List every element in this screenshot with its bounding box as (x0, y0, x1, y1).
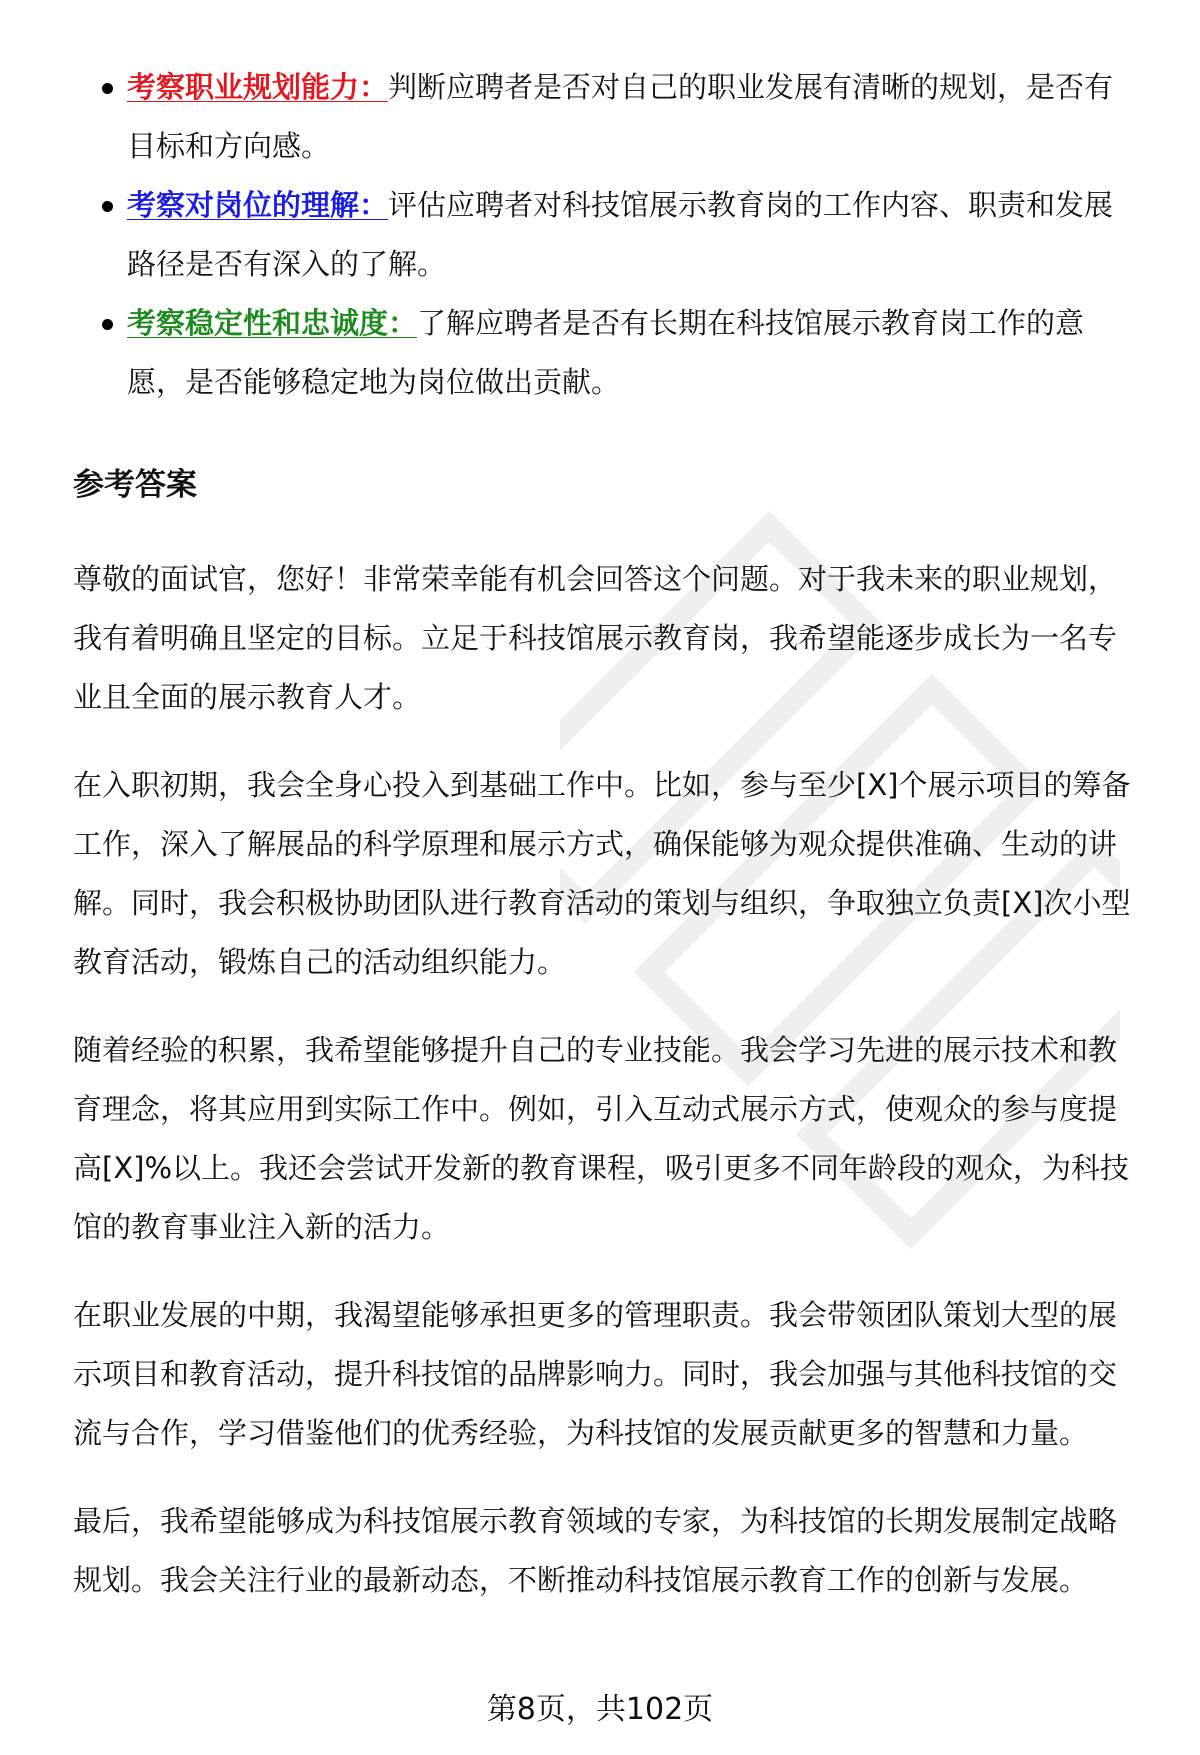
paragraph-line: 我有着明确且坚定的目标。立足于科技馆展示教育岗，我希望能逐步成长为一名专 (73, 621, 1118, 655)
list-item-line (127, 235, 1113, 294)
bullet-icon (102, 319, 113, 330)
list-item-line (127, 58, 1113, 117)
criterion-title: 考察对岗位的理解： (127, 188, 389, 222)
list-item-line (127, 117, 1113, 176)
paragraph-line: 流与合作，学习借鉴他们的优秀经验，为科技馆的发展贡献更多的智慧和力量。 (73, 1416, 1089, 1450)
paragraph-line: 在职业发展的中期，我渴望能够承担更多的管理职责。我会带领团队策划大型的展 (73, 1298, 1118, 1332)
list-item-line (127, 294, 1113, 353)
paragraph (73, 1021, 1131, 1257)
criterion-text: 目标和方向感。 (127, 129, 331, 163)
paragraph (73, 756, 1131, 992)
criterion-text: 评估应聘者对科技馆展示教育岗的工作内容、职责和发展 (388, 188, 1114, 222)
paragraph-line: 业且全面的展示教育人才。 (73, 680, 422, 714)
criterion-text: 愿，是否能够稳定地为岗位做出贡献。 (127, 365, 621, 399)
list-item-line (127, 353, 1113, 412)
paragraph (73, 550, 1131, 727)
paragraph-line: 育理念，将其应用到实际工作中。例如，引入互动式展示方式，使观众的参与度提 (73, 1092, 1118, 1126)
list-item (127, 294, 1113, 412)
paragraph-line: 解。同时，我会积极协助团队进行教育活动的策划与组织，争取独立负责[X]次小型 (73, 886, 1131, 920)
list-item-line (127, 176, 1113, 235)
criteria-list (127, 58, 1113, 412)
list-item (127, 58, 1113, 176)
paragraph-line: 教育活动，锻炼自己的活动组织能力。 (73, 945, 567, 979)
paragraph (73, 1492, 1131, 1610)
paragraph-line: 在入职初期，我会全身心投入到基础工作中。比如，参与至少[X]个展示项目的筹备 (73, 768, 1131, 802)
paragraph-line: 高[X]%以上。我还会尝试开发新的教育课程，吸引更多不同年龄段的观众，为科技 (73, 1151, 1130, 1185)
paragraph (73, 1286, 1131, 1463)
paragraph-line: 规划。我会关注行业的最新动态，不断推动科技馆展示教育工作的创新与发展。 (73, 1563, 1089, 1597)
list-item (127, 176, 1113, 294)
paragraph-line: 尊敬的面试官，您好！非常荣幸能有机会回答这个问题。对于我未来的职业规划， (73, 562, 1118, 596)
section-heading: 参考答案 (73, 467, 197, 503)
paragraph-line: 最后，我希望能够成为科技馆展示教育领域的专家，为科技馆的长期发展制定战略 (73, 1504, 1118, 1538)
criterion-text: 判断应聘者是否对自己的职业发展有清晰的规划，是否有 (388, 70, 1114, 104)
paragraph-line: 工作，深入了解展品的科学原理和展示方式，确保能够为观众提供准确、生动的讲 (73, 827, 1118, 861)
bullet-icon (102, 83, 113, 94)
paragraph-line: 示项目和教育活动，提升科技馆的品牌影响力。同时，我会加强与其他科技馆的交 (73, 1357, 1118, 1391)
answer-body (73, 550, 1131, 1639)
paragraph-line: 馆的教育事业注入新的活力。 (73, 1210, 451, 1244)
criterion-title: 考察职业规划能力： (127, 70, 389, 104)
bullet-icon (102, 201, 113, 212)
paragraph-line: 随着经验的积累，我希望能够提升自己的专业技能。我会学习先进的展示技术和教 (73, 1033, 1118, 1067)
page-footer: 第8页，共102页 (486, 1692, 714, 1727)
criterion-title: 考察稳定性和忠诚度： (127, 306, 418, 340)
criterion-text: 了解应聘者是否有长期在科技馆展示教育岗工作的意 (417, 306, 1085, 340)
criterion-text: 路径是否有深入的了解。 (127, 247, 447, 281)
